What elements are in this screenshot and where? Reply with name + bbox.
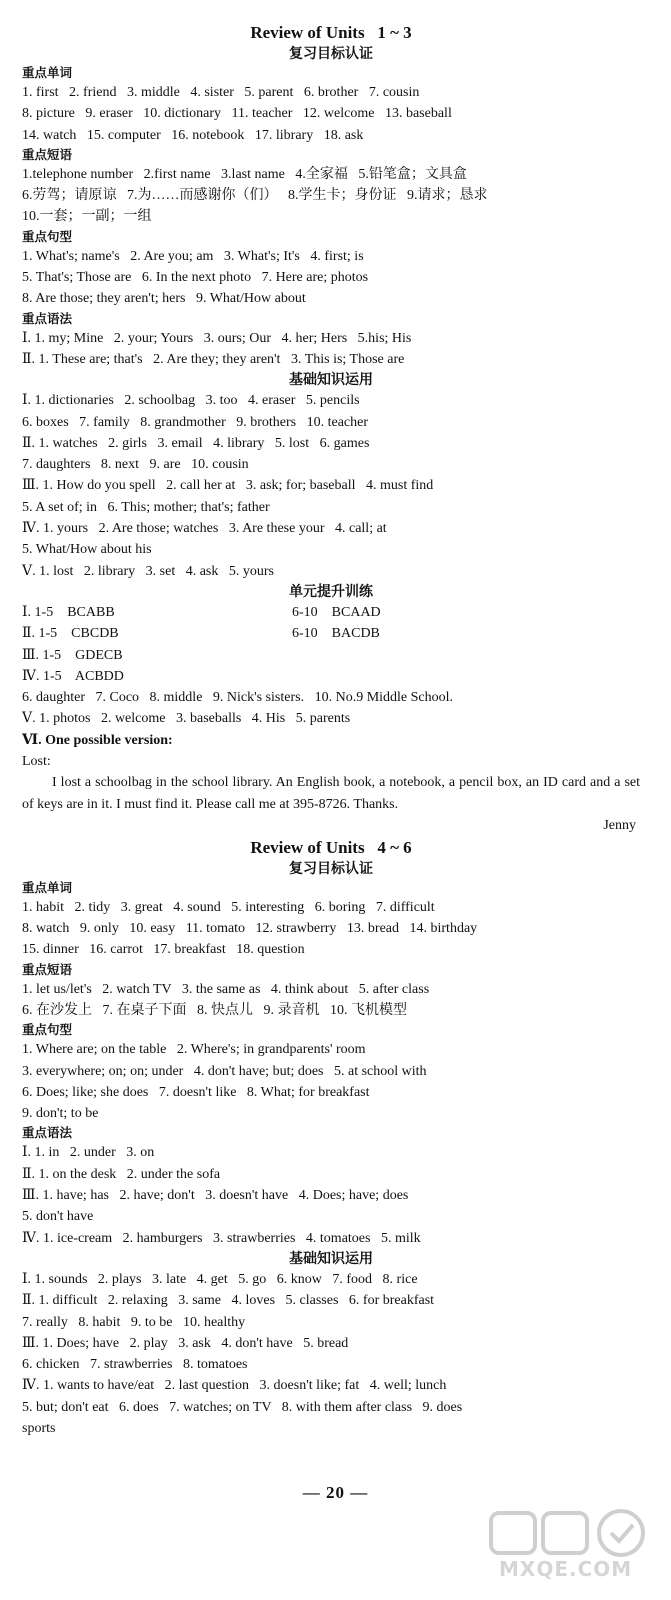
text-line: Ⅱ. 1. These are; that's 2. Are they; they aren't 3. This is; Those are	[22, 351, 405, 367]
basics-title: 基础知识运用	[289, 1250, 373, 1267]
text-line: 6. daughter 7. Coco 8. middle 9. Nick's sisters. 10. No.9 Middle School.	[22, 690, 454, 706]
text-line: Ⅰ. 1. my; Mine 2. your; Yours 3. ours; Our 4. her; Hers 5.his; His	[22, 330, 412, 346]
text-line: 5. don't have	[22, 1209, 94, 1225]
section-subtitle: 复习目标认证	[289, 46, 373, 62]
text-line: Ⅴ. 1. photos 2. welcome 3. baseballs 4. His 5. parents	[22, 711, 351, 727]
text-line: 10.一套；一副；一组	[22, 209, 152, 225]
page-number: — 20 —	[302, 1483, 369, 1502]
text-line: Ⅱ. 1. on the desk 2. under the sofa	[22, 1166, 221, 1182]
training-answer: Ⅰ. 1-5 BCABB	[22, 604, 115, 620]
text-line: Ⅳ. 1-5 ACBDD	[22, 668, 124, 684]
text-line: 15. dinner 16. carrot 17. breakfast 18. question	[22, 942, 305, 958]
text-line: Ⅳ. 1. ice-cream 2. hamburgers 3. strawberries 4. tomatoes 5. milk	[22, 1230, 421, 1246]
text-line: 9. don't; to be	[22, 1106, 99, 1122]
version-label: Ⅵ. One possible version:	[22, 732, 173, 748]
training-title: 单元提升训练	[289, 583, 373, 600]
text-line: Ⅴ. 1. lost 2. library 3. set 4. ask 5. yours	[22, 563, 274, 579]
text-line: 8. Are those; they aren't; hers 9. What/How about	[22, 291, 306, 307]
text-line: 1. What's; name's 2. Are you; am 3. What's; It's 4. first; is	[22, 248, 364, 264]
training-answer: 6-10 BCAAD	[292, 604, 381, 620]
text-line: 1. first 2. friend 3. middle 4. sister 5. parent 6. brother 7. cousin	[22, 85, 420, 100]
text-line: Ⅰ. 1. dictionaries 2. schoolbag 3. too 4. eraser 5. pencils	[22, 393, 360, 409]
training-answer: 6-10 BACDB	[292, 626, 380, 642]
training-row	[22, 623, 640, 644]
sentences-label: 重点句型	[22, 1022, 73, 1038]
training-row	[22, 602, 640, 623]
phrases-label: 重点短语	[22, 961, 73, 977]
text-line: 3. everywhere; on; on; under 4. don't have; but; does 5. at school with	[22, 1063, 427, 1079]
training-answer: Ⅱ. 1-5 CBCDB	[22, 626, 119, 642]
keywords-label: 重点单词	[22, 879, 73, 895]
text-line: 1. Where are; on the table 2. Where's; in grandparents' room	[22, 1042, 366, 1058]
text-line: 6. chicken 7. strawberries 8. tomatoes	[22, 1357, 248, 1373]
text-line: 1. let us/let's 2. watch TV 3. the same as 4. think about 5. after class	[22, 981, 430, 997]
text-line: 14. watch 15. computer 16. notebook 17. library 18. ask	[22, 127, 364, 143]
text-line: 5. That's; Those are 6. In the next photo 7. Here are; photos	[22, 270, 369, 286]
text-line: Ⅰ. 1. sounds 2. plays 3. late 4. get 5. go 6. know 7. food 8. rice	[22, 1271, 418, 1287]
essay-heading: Lost:	[22, 754, 51, 770]
text-line: 6. boxes 7. family 8. grandmother 9. brothers 10. teacher	[22, 414, 369, 430]
text-line: 6. 在沙发上 7. 在桌子下面 8. 快点儿 9. 录音机 10. 飞机模型	[22, 1003, 407, 1018]
text-line: Ⅲ. 1-5 GDECB	[22, 647, 123, 663]
watermark-text: MXQE.COM	[499, 1557, 633, 1581]
essay-text: I lost a schoolbag in the school library. An English book, a notebook, a pencil box, an ID card and a set of keys are in it. I must find it. Please call me at 395-8726. Thanks.	[22, 775, 640, 812]
section-subtitle: 复习目标认证	[289, 860, 373, 877]
text-line: 6.劳驾；请原谅 7.为……而感谢你（们） 8.学生卡；身份证 9.请求；恳求	[22, 188, 488, 204]
answer-page	[22, 22, 640, 1439]
text-line: Ⅱ. 1. watches 2. girls 3. email 4. library 5. lost 6. games	[22, 435, 370, 451]
keywords-label: 重点单词	[22, 65, 73, 80]
text-line: 5. What/How about his	[22, 542, 152, 558]
text-line: Ⅱ. 1. difficult 2. relaxing 3. same 4. loves 5. classes 6. for breakfast	[22, 1293, 435, 1309]
grammar-label: 重点语法	[22, 310, 73, 326]
text-line: 8. picture 9. eraser 10. dictionary 11. teacher 12. welcome 13. baseball	[22, 106, 452, 122]
grammar-label: 重点语法	[22, 1125, 73, 1141]
text-line: 7. really 8. habit 9. to be 10. healthy	[22, 1314, 246, 1330]
answer-stamp-icon	[471, 1507, 661, 1587]
phrases-label: 重点短语	[22, 146, 73, 162]
text-line: 5. A set of; in 6. This; mother; that's; father	[22, 499, 270, 515]
text-line: Ⅰ. 1. in 2. under 3. on	[22, 1145, 155, 1161]
text-line: 5. but; don't eat 6. does 7. watches; on TV 8. with them after class 9. does	[22, 1399, 463, 1415]
text-line: 6. Does; like; she does 7. doesn't like 8. What; for breakfast	[22, 1084, 370, 1100]
section-title: Review of Units 1 ~ 3	[250, 23, 412, 42]
text-line: Ⅳ. 1. wants to have/eat 2. last question 3. doesn't like; fat 4. well; lunch	[22, 1378, 447, 1394]
text-line: sports	[22, 1421, 56, 1437]
text-line: Ⅲ. 1. have; has 2. have; don't 3. doesn't have 4. Does; have; does	[22, 1188, 409, 1204]
text-line: 8. watch 9. only 10. easy 11. tomato 12. strawberry 13. bread 14. birthday	[22, 921, 478, 937]
text-line: Ⅳ. 1. yours 2. Are those; watches 3. Are these your 4. call; at	[22, 521, 387, 537]
essay-signature: Jenny	[603, 818, 636, 834]
text-line: Ⅲ. 1. Does; have 2. play 3. ask 4. don't have 5. bread	[22, 1335, 349, 1351]
text-line: Ⅲ. 1. How do you spell 2. call her at 3. ask; for; baseball 4. must find	[22, 478, 434, 494]
text-line: 1.telephone number 2.first name 3.last name 4.全家福 5.铅笔盒；文具盒	[22, 166, 467, 182]
basics-title: 基础知识运用	[289, 372, 373, 389]
text-line: 7. daughters 8. next 9. are 10. cousin	[22, 457, 249, 473]
text-line: 1. habit 2. tidy 3. great 4. sound 5. interesting 6. boring 7. difficult	[22, 899, 435, 915]
sentences-label: 重点句型	[22, 228, 73, 244]
review-units-4-6	[22, 837, 640, 1440]
review-units-1-3	[22, 22, 640, 837]
essay-body	[22, 772, 640, 815]
section-title: Review of Units 4 ~ 6	[250, 837, 412, 857]
